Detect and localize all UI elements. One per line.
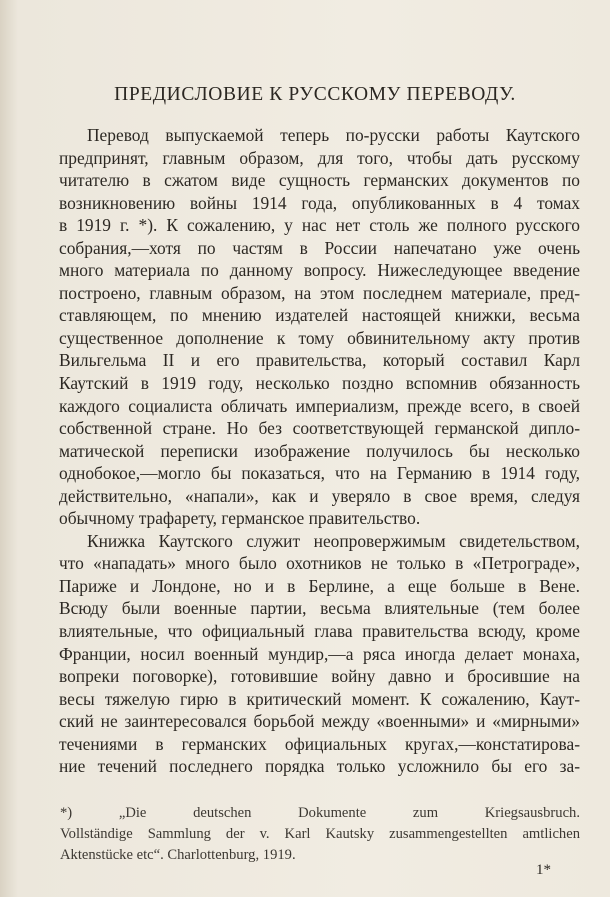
text-line: влиятельные, что официальный глава правительства всюду, кроме [59, 621, 580, 642]
footnote-line: *) „Die deutschen Dokumente zum Kriegsausbruch. [60, 805, 580, 821]
text-line: собственной стране. Но без соответствующей германской дипло- [59, 418, 580, 439]
text-line: действительно, «напали», как и уверяло в свое время, следуя [59, 485, 580, 506]
text-line: ставляющем, по мнению издателей настоящей книжки, весьма [59, 305, 580, 326]
text-line: ние течений последнего порядка только усложнило бы его за- [59, 756, 580, 777]
text-line: вопреки поговорке), готовившие войну давно и бросившие на [59, 666, 580, 687]
footnote-line: Aktenstücke etc“. Charlottenburg, 1919. [60, 847, 296, 863]
text-line: обычному трафарету, германское правительство. [59, 508, 421, 529]
text-line: весы тяжелую гирю в критический момент. К сожалению, Каут- [59, 688, 580, 709]
text-line: что «нападать» много было охотников не только в «Петрограде», [59, 553, 580, 574]
text-line: построено, главным образом, на этом последнем материале, пред- [59, 282, 580, 303]
text-line: матической переписки изображение получилось бы несколько [59, 440, 580, 461]
text-line: читателю в сжатом виде сущность германских документов по [59, 170, 580, 191]
text-line: в 1919 г. *). К сожалению, у нас нет столь же полного русского [59, 215, 580, 236]
text-line: собрания,—хотя по частям в России напечатано уже очень [59, 237, 580, 258]
text-line: Каутский в 1919 году, несколько поздно вспомнив обязанность [59, 373, 580, 394]
body-text [59, 124, 580, 778]
text-line: каждого социалиста обличать империализм, прежде всего, в своей [59, 395, 580, 416]
text-line: Всюду были военные партии, весьма влиятельные (тем более [59, 598, 580, 619]
text-line: предпринят, главным образом, для того, чтобы дать русскому [59, 147, 580, 168]
text-line: Перевод выпускаемой теперь по-русски работы Каутского [87, 125, 580, 145]
text-line: Франции, носил военный мундир,—а ряса иногда делает монаха, [59, 643, 580, 664]
text-line: однобокое,—могло бы показаться, что на Германию в 1914 году, [59, 463, 580, 484]
text-line: существенное дополнение к тому обвинительному акту против [59, 327, 580, 348]
text-line: ский не заинтересовался борьбой между «военными» и «мирными» [59, 711, 580, 732]
text-line: Книжка Каутского служит неопровержимым свидетельством, [87, 530, 580, 551]
text-line: возникновению войны 1914 года, опубликованных в 4 томах [59, 192, 580, 213]
text-line: много материала по данному вопросу. Нижеследующее введение [59, 260, 580, 281]
page-number: 1* [536, 862, 551, 878]
text-line: Вильгельма II и его правительства, который составил Карл [59, 350, 580, 371]
footnote-line: Vollständige Sammlung der v. Karl Kautsky zusammengestellten amtlichen [60, 826, 580, 842]
page-title: ПРЕДИСЛОВИЕ К РУССКОМУ ПЕРЕВОДУ. [114, 84, 516, 105]
text-line: течениями в германских официальных кругах,—констатирова- [59, 733, 580, 754]
footnote [60, 803, 580, 866]
text-line: Париже и Лондоне, но и в Берлине, а еще больше в Вене. [59, 575, 580, 596]
